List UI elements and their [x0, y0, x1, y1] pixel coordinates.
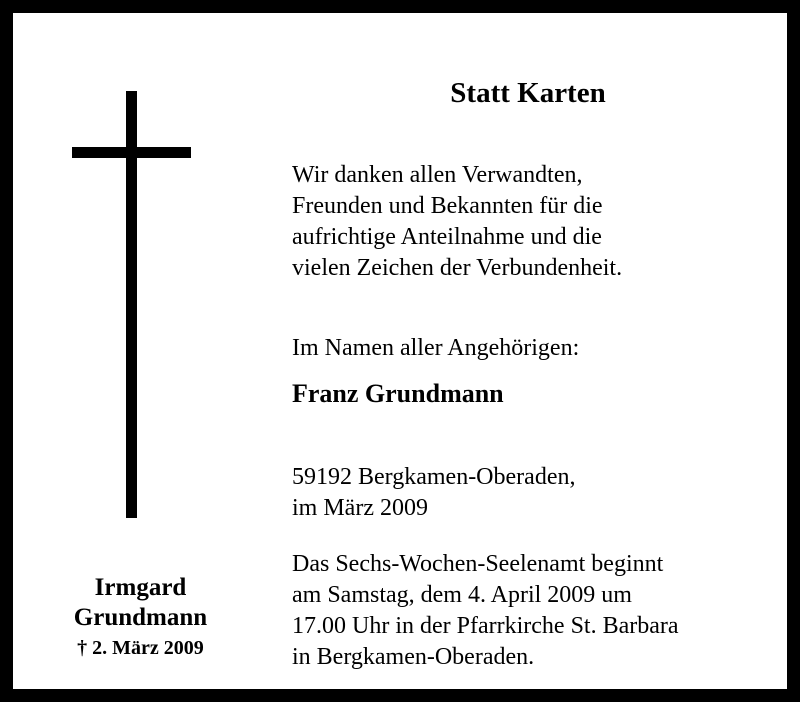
thanks-line: Freunden und Bekannten für die	[292, 193, 603, 219]
family-intro: Im Namen aller Angehörigen:	[292, 335, 580, 361]
thanks-line: Wir danken allen Verwandten,	[292, 162, 583, 188]
heading: Statt Karten	[450, 77, 606, 109]
cross-horizontal-bar	[72, 147, 191, 158]
service-line: 17.00 Uhr in der Pfarrkirche St. Barbara	[292, 613, 679, 639]
service-notice	[292, 549, 679, 673]
date-line: im März 2009	[292, 495, 428, 521]
place-line: 59192 Bergkamen-Oberaden,	[292, 464, 576, 490]
death-date: † 2. März 2009	[77, 637, 204, 659]
thanks-line: vielen Zeichen der Verbundenheit.	[292, 255, 623, 281]
service-line: Das Sechs-Wochen-Seelenamt beginnt	[292, 551, 664, 577]
deceased-info	[48, 573, 233, 661]
place-date	[292, 462, 575, 524]
thanks-line: aufrichtige Anteilnahme und die	[292, 224, 602, 250]
thanks-text	[292, 160, 622, 284]
signer-name: Franz Grundmann	[292, 379, 504, 408]
service-line: am Samstag, dem 4. April 2009 um	[292, 582, 632, 608]
service-line: in Bergkamen-Oberaden.	[292, 644, 535, 670]
deceased-last-name: Grundmann	[73, 604, 208, 631]
deceased-first-name: Irmgard	[94, 574, 187, 601]
